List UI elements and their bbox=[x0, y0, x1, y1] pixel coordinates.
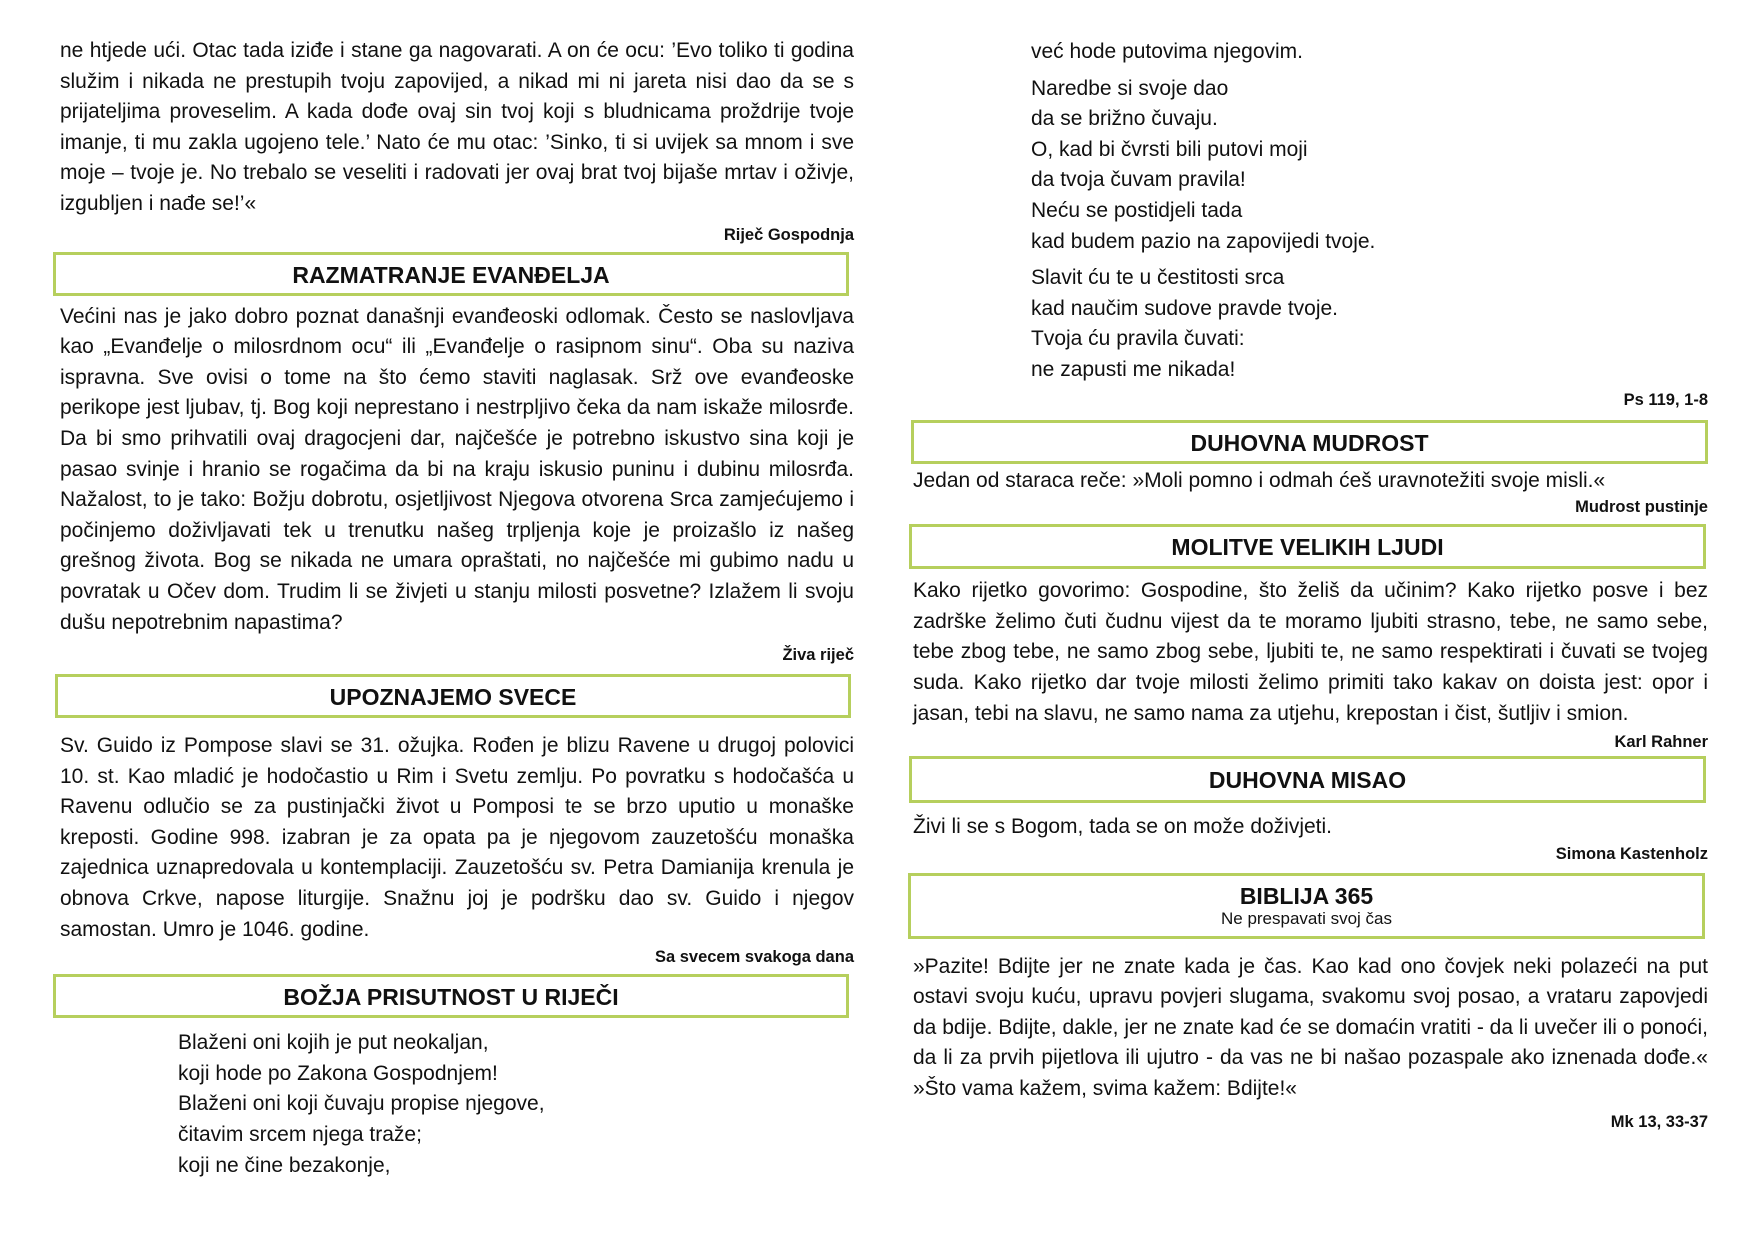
reflection-title: RAZMATRANJE EVANĐELJA bbox=[292, 261, 610, 288]
psalm-line: da tvoja čuvam pravila! bbox=[1031, 168, 1246, 192]
bible-text: »Pazite! Bdijte jer ne znate kada je čas. Kao kad ono čovjek neki polazeći na put ostavi svoju kuću, upravu povjeri slugama, svakomu svoj posao, a vrataru zapovjedi da bdije. Bdijte, dakle, jer ne znate kad će se domaćin vratiti - da li uvečer ili o ponoći, da li za prvih pijetlova ili ujutro - da vas ne bi našao pozaspale ako iznenada dođe.« »Što vama kažem, svima kažem: Bdijte!« bbox=[913, 954, 1708, 1101]
saints-title-box bbox=[55, 674, 851, 718]
reflection-text: Većini nas je jako dobro poznat današnji evanđeoski odlomak. Često se naslovljava kao „Evanđelje o milosrdnom ocu“ ili „Evanđelje o rasipnom sinu“. Oba su naziva ispravna. Sve ovisi o tome na što ćemo staviti naglasak. Srž ove evanđeoske perikope jest ljubav, tj. Bog koji neprestano i nestrpljivo čeka da nam iskaže milosrđe. Da bi smo prihvatili ovaj dragocjeni dar, najčešće je potrebno iskustvo sina koji je pasao svinje i hranio se rogačima da bi na kraju iskusio puninu i dubinu milosrđa. Nažalost, to je tako: Božju dobrotu, osjetljivost Njegova otvorena Srca zamjećujemo i počinjemo doživljavati tek u trenutku našeg trpljenja koje je proizašlo iz našeg grešnog života. Bog se nikada ne umara opraštati, no najčešće mi gubimo nadu u povratak u Očev dom. Trudim li se živjeti u stanju milosti posvetne? Izlažem li svoju dušu nepotrebnim napastima? bbox=[60, 304, 854, 634]
presence-title: BOŽJA PRISUTNOST U RIJEČI bbox=[283, 984, 619, 1011]
psalm-line: koji hode po Zakona Gospodnjem! bbox=[178, 1061, 498, 1085]
psalm-stanza-3 bbox=[1031, 263, 1708, 385]
thought-title: DUHOVNA MISAO bbox=[1208, 767, 1407, 794]
psalm-line: kad naučim sudove pravde tvoje. bbox=[1031, 296, 1339, 320]
psalm-line: već hode putovima njegovim. bbox=[1031, 40, 1303, 63]
psalm-stanza-1 bbox=[1031, 37, 1708, 68]
psalm-line: ne zapusti me nikada! bbox=[1031, 357, 1236, 381]
presence-title-box bbox=[53, 974, 849, 1018]
psalm-stanza-2 bbox=[1031, 74, 1708, 258]
psalm-line: Tvoja ću pravila čuvati: bbox=[1031, 327, 1245, 351]
reflection-source: Živa riječ bbox=[782, 646, 854, 665]
wisdom-title: DUHOVNA MUDROST bbox=[1190, 429, 1429, 456]
reflection-title-box bbox=[53, 252, 849, 296]
wisdom-text: Jedan od staraca reče: »Moli pomno i odmah ćeš uravnotežiti svoje misli.« bbox=[913, 468, 1606, 492]
prayers-title: MOLITVE VELIKIH LJUDI bbox=[1171, 534, 1444, 561]
bible-subtitle: Ne prespavati svoj čas bbox=[1220, 908, 1393, 928]
wisdom-source: Mudrost pustinje bbox=[1575, 498, 1708, 517]
bible-title-box bbox=[908, 873, 1705, 939]
psalm-line: čitavim srcem njega traže; bbox=[178, 1123, 422, 1147]
right-column bbox=[913, 0, 1708, 1133]
bible-source: Mk 13, 33-37 bbox=[1610, 1112, 1708, 1131]
psalm-line: Naredbe si svoje dao bbox=[1031, 76, 1229, 100]
psalm-line: O, kad bi čvrsti bili putovi moji bbox=[1031, 137, 1308, 161]
prayers-title-box bbox=[909, 524, 1706, 569]
psalm-continued bbox=[1031, 37, 1708, 386]
psalm-line: Blaženi oni koji čuvaju propise njegove, bbox=[178, 1092, 545, 1116]
psalm-line: Neću se postidjeli tada bbox=[1031, 198, 1243, 222]
parable-source: Riječ Gospodnja bbox=[723, 225, 854, 244]
thought-text: Živi li se s Bogom, tada se on može doživjeti. bbox=[913, 815, 1333, 839]
psalm-line: kad budem pazio na zapovijedi tvoje. bbox=[1031, 229, 1376, 253]
prayers-source: Karl Rahner bbox=[1614, 733, 1708, 752]
psalm-source: Ps 119, 1-8 bbox=[1623, 390, 1708, 409]
psalm-line: koji ne čine bezakonje, bbox=[178, 1153, 391, 1177]
thought-title-box bbox=[909, 756, 1706, 803]
wisdom-title-box bbox=[911, 420, 1708, 464]
psalm-line: Blaženi oni kojih je put neokaljan, bbox=[178, 1031, 489, 1055]
psalm-start bbox=[178, 1028, 854, 1181]
left-column bbox=[60, 0, 854, 1181]
prayers-text: Kako rijetko govorimo: Gospodine, što želiš da učinim? Kako rijetko posve i bez zadrške želimo čuti čudnu vijest da te moramo ljubiti strasno, tebe, ne samo sebe, tebe zbog tebe, ne samo zbog sebe, ljubiti te, ne samo respektirati i čuvati se tvojeg suda. Kako rijetko dar tvoje milosti želimo primiti tako kakav on doista jest: opor i jasan, tebi na slavu, ne samo nama za utjehu, krepostan i čist, šutljiv i smion. bbox=[913, 579, 1708, 725]
thought-source: Simona Kastenholz bbox=[1555, 844, 1708, 863]
saints-text: Sv. Guido iz Pompose slavi se 31. ožujka. Rođen je blizu Ravene u drugoj polovici 10. st. Kao mladić je hodočastio u Rim i Svetu zemlju. Po povratku s hodočašća u Ravenu odlučio se za pustinjački život u Pomposi te se brzo uputio u monaške kreposti. Godine 998. izabran je za opata pa je njegovom zauzetošću monaška zajednica uznapredovala u kontemplaciji. Zauzetošću sv. Petra Damianija krenula je obnova Crkve, napose liturgije. Snažnu joj je podršku dao sv. Guido i njegov samostan. Umro je 1046. godine. bbox=[60, 734, 854, 941]
parable-text: ne htjede ući. Otac tada iziđe i stane ga nagovarati. A on će ocu: ’Evo toliko ti godina služim i nikada ne prestupih tvoju zapovijed, a nikad mi ni jareta nisi dao da se s prijateljima proveselim. A kada dođe ovaj sin tvoj koji s bludnicama proždrije tvoje imanje, ti mu zakla ugojeno tele.’ Nato će mu otac: ’Sinko, ti si uvijek sa mnom i sve moje – tvoje je. No trebalo se veseliti i radovati jer ovaj brat tvoj bijaše mrtav i oživje, izgubljen i nađe se!’« bbox=[60, 39, 854, 215]
psalm-line: Slavit ću te u čestitosti srca bbox=[1031, 266, 1285, 290]
psalm-line: da se brižno čuvaju. bbox=[1031, 107, 1218, 131]
bible-title: BIBLIJA 365 bbox=[1239, 882, 1374, 909]
saints-title: UPOZNAJEMO SVECE bbox=[329, 684, 577, 711]
saints-source: Sa svecem svakoga dana bbox=[654, 948, 854, 967]
